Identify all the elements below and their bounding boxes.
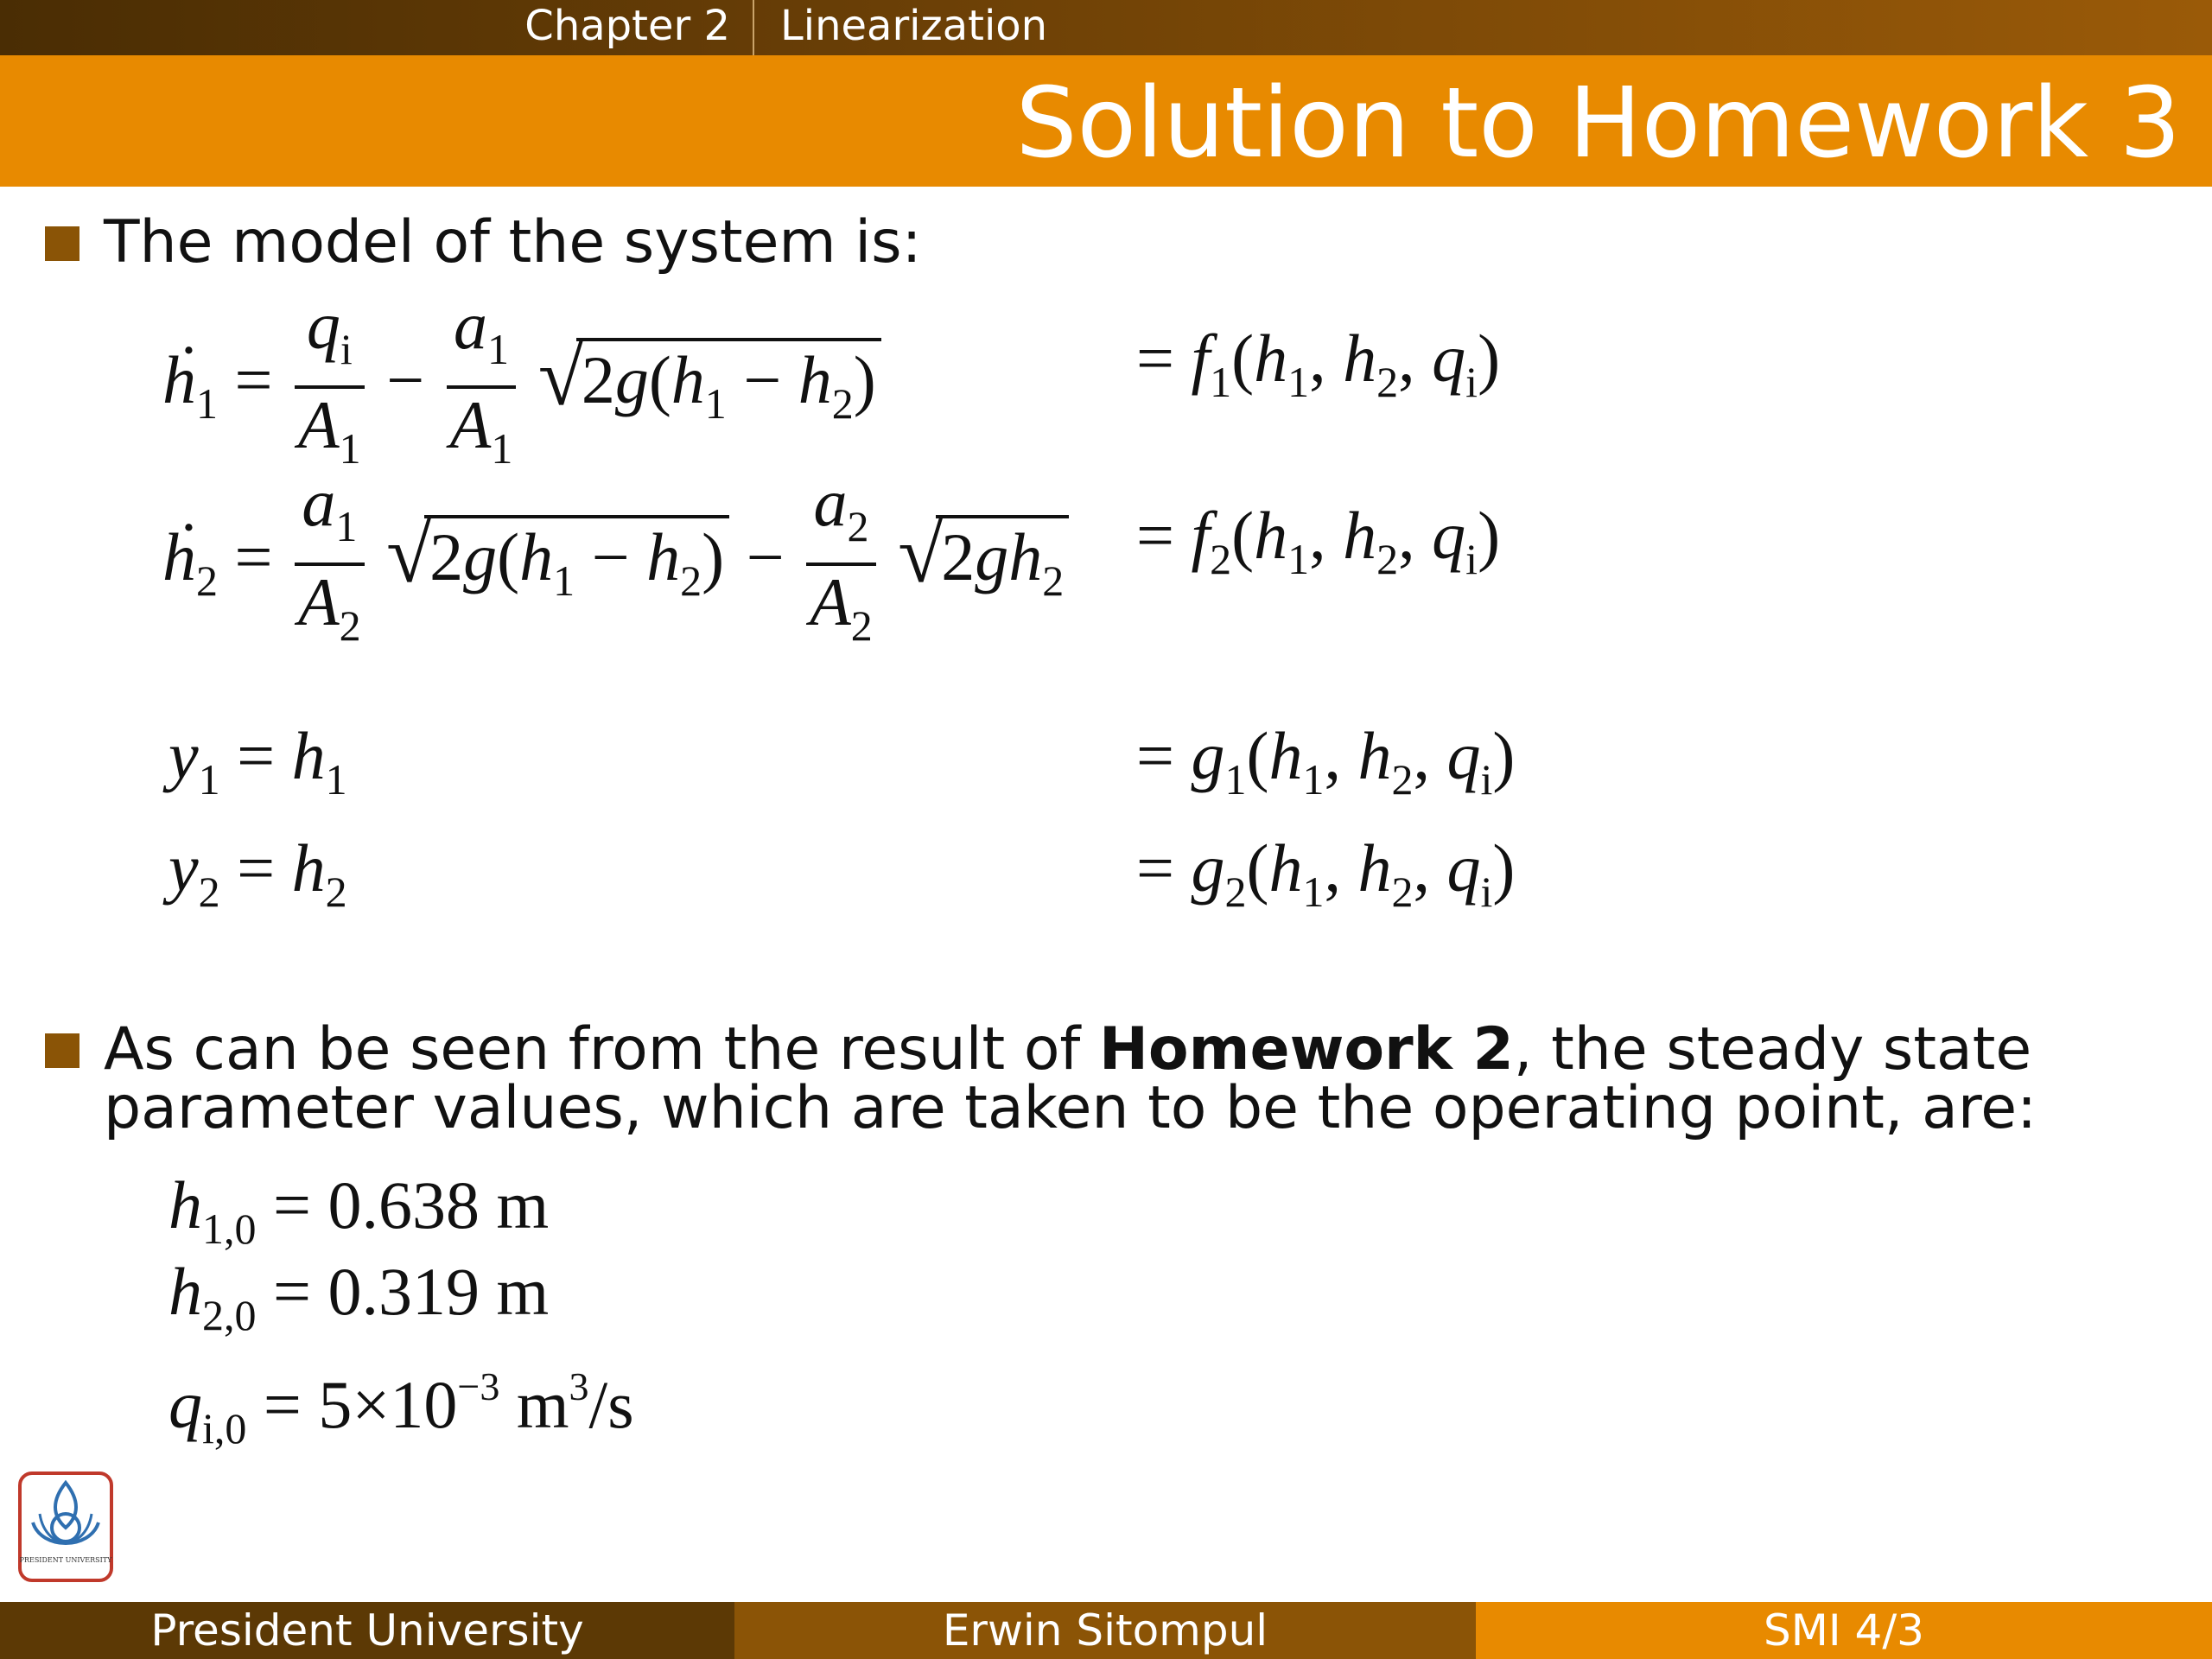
equation-g2: = $g_2(h_1$, $h_2$, $q_i$) <box>1136 830 1516 916</box>
equation-g1: = $g_1(h_1$, $h_2$, $q_i$) <box>1136 718 1516 804</box>
equation-f1: = $f_1(h_1$, $h_2$, $q_i$) <box>1136 321 1501 406</box>
chapter-label: Chapter 2 <box>524 0 754 55</box>
equation-y2: $y_2 = h_2$ <box>168 830 347 916</box>
equation-h1-dot: ḣ$_1$ = $\frac{q_i}{A_1}$ − $\frac{a_1}{A_1}$ √ $2g(h_1 - h_2)$ <box>162 289 881 485</box>
bullet-text-steady-state-line2: parameter values, which are taken to be the operating point, are: <box>104 1074 2037 1142</box>
slide-title: Solution to Homework 3 <box>1015 67 2181 180</box>
bullet-text-steady-state: As can be seen from the result of Homework 2, the steady state <box>104 1015 2032 1084</box>
bullet-marker <box>45 1033 79 1068</box>
equation-y1: $y_1 = h_1$ <box>168 718 347 804</box>
section-label: Linearization <box>780 2 1048 50</box>
president-university-logo <box>17 1471 114 1583</box>
equation-f2: = $f_2(h_1$, $h_2$, $q_i$) <box>1136 498 1501 583</box>
footer-page-number: SMI 4/3 <box>1476 1602 2212 1659</box>
equation-h2-dot: ḣ$_2$ = $\frac{a_1}{A_2}$ √ $2g(h_1 - h_2)$ − $\frac{a_2}{A_2}$ √ $2gh_2$ <box>162 467 1069 662</box>
operating-point-h2: $h_{2,0} = 0.319$ m <box>168 1254 550 1339</box>
homework-2-ref: Homework 2 <box>1098 1015 1514 1084</box>
top-header-bar <box>0 0 2212 55</box>
svg-text:PRESIDENT UNIVERSITY: PRESIDENT UNIVERSITY <box>19 1556 112 1564</box>
footer-author: Erwin Sitompul <box>734 1602 1476 1659</box>
operating-point-qi: $q_{i,0} = 5\times 10^{-3}$ $m^3/s$ <box>168 1364 634 1452</box>
bullet-marker <box>45 226 79 261</box>
bullet-text-model: The model of the system is: <box>104 208 922 276</box>
operating-point-h1: $h_{1,0} = 0.638$ m <box>168 1167 550 1253</box>
footer-institution: President University <box>0 1602 734 1659</box>
